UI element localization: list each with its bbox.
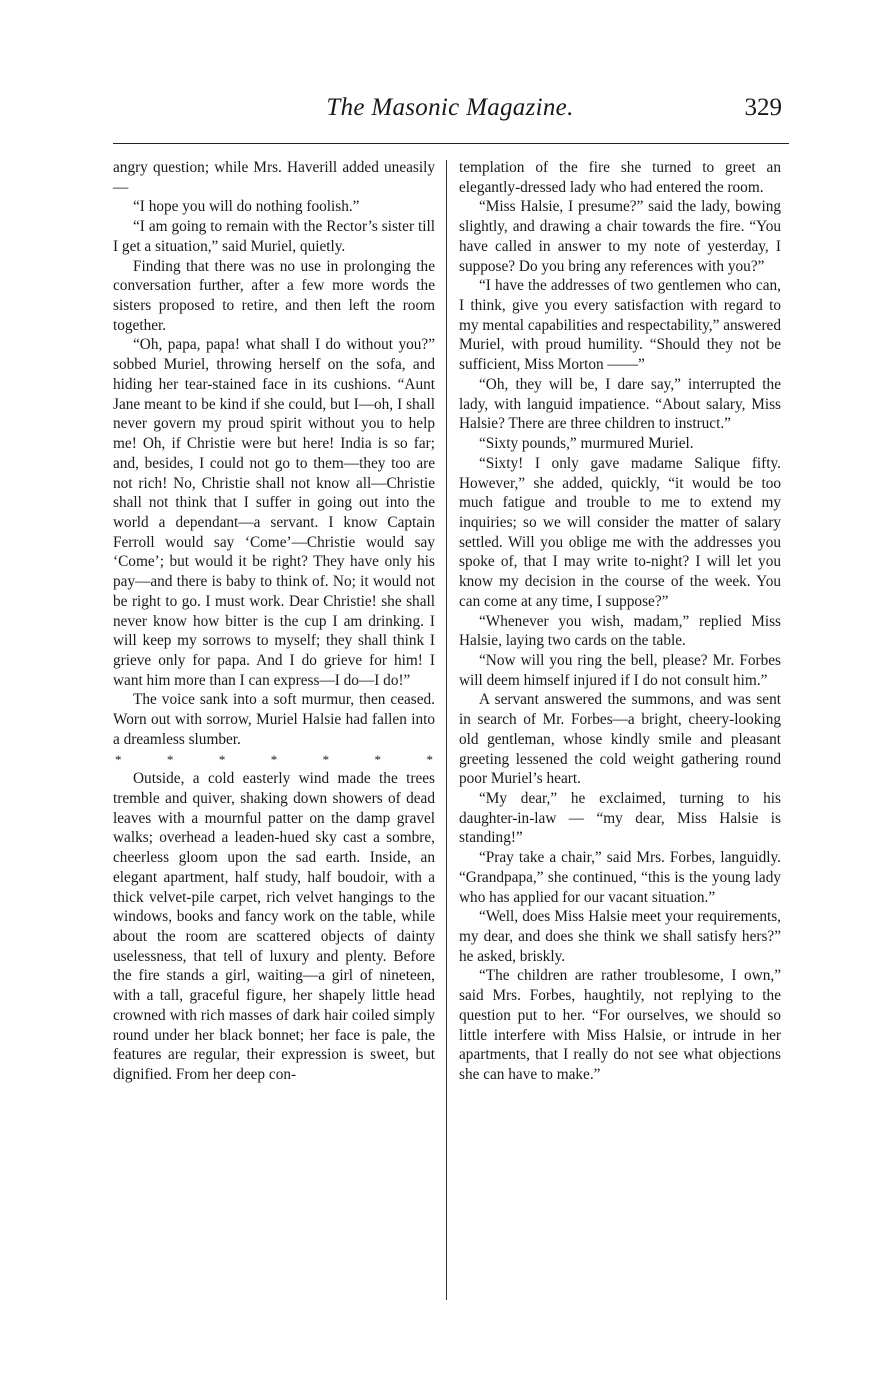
paragraph: templation of the fire she turned to greet an elegantly-dressed lady who had entered the room. xyxy=(459,159,781,196)
page-number: 329 xyxy=(744,94,782,121)
column-divider xyxy=(446,160,447,1300)
paragraph: angry question; while Mrs. Haverill added uneasily— xyxy=(113,159,435,196)
paragraph: Finding that there was no use in prolonging the conversation further, after a few more words the sisters proposed to retire, and then left the room together. xyxy=(113,257,435,334)
paragraph: “Whenever you wish, madam,” replied Miss Halsie, laying two cards on the table. xyxy=(459,612,781,650)
paragraph: “I have the addresses of two gentlemen who can, I think, give you every satisfaction with regard to my mental capabilities and respectability,” answered Muriel, with proud humility. “Should they not be sufficient, Miss Morton ——” xyxy=(459,277,781,374)
paragraph: Outside, a cold easterly wind made the trees tremble and quiver, shaking down showers of dead leaves with a mournful patter on the damp gravel walks; overhead a leaden-hued sky cast a sombre, cheerless gloom upon the sad earth. Inside, an elegant apartment, half study, half boudoir, with a thick velvet-pile carpet, rich velvet hangings to the windows, books and fancy work on the table, while about the room are scattered objects of dainty uselessness, that tell of luxury and plenty. Before the fire stands a girl, waiting—a girl of nineteen, with a tall, graceful figure, her shapely little head crowned with rich masses of dark hair coiled simply round under her black bonnet; her face is pale, the features are regular, their expression is sweet, but dignified. From her deep con- xyxy=(113,770,435,1084)
paragraph: “Sixty pounds,” murmured Muriel. xyxy=(479,435,694,453)
header-rule xyxy=(113,143,789,144)
paragraph: “My dear,” he exclaimed, turning to his daughter-in-law — “my dear, Miss Halsie is standing!” xyxy=(459,790,781,847)
right-column xyxy=(459,158,781,1085)
paragraph: “I hope you will do nothing foolish.” xyxy=(133,198,360,216)
running-title: The Masonic Magazine. xyxy=(326,94,574,121)
paragraph: “Sixty! I only gave madame Salique fifty. However,” she added, quickly, “it would be too much fatigue and trouble to me to extend my inquiries; so we will consider the matter of salary settled. Will you oblige me with the addresses you spoke of, that I may write to-night? I will let you know my decision in the course of the week. You can come at any time, I suppose?” xyxy=(459,454,781,610)
paragraph: “Oh, papa, papa! what shall I do without you?” sobbed Muriel, throwing herself on the sofa, and hiding her tear-stained face in its cushions. “Aunt Jane meant to be kind if she could, but I—oh, I shall never govern my proud spirit without you to help me! Oh, if Christie were but here! India is so far; and, besides, I could not go to them—they too are not rich! No, Christie shall not know all—Christie shall not think that I suffer in going out into the world a dependant—a servant. I know Captain Ferroll would say ‘Come’—Christie would say ‘Come’; but would it be right? They have only his pay—and there is baby to think of. No; it would not be right to go. I must work. Dear Christie! she shall never know how bitter is the cup I am drinking. I will keep my sorrows to myself; they shall think I grieve only for papa. And I do grieve for him! I want him more than I can express—I do—I do!” xyxy=(113,336,435,689)
paragraph: “I am going to remain with the Rector’s sister till I get a situation,” said Muriel, quietly. xyxy=(113,218,435,255)
paragraph: “The children are rather troublesome, I own,” said Mrs. Forbes, haughtily, not replying to the question put to her. “For ourselves, we should so little interfere with Miss Halsie, or intrude in her apartments, that I really do not see what objections she can have to make.” xyxy=(459,967,781,1084)
paragraph: “Miss Halsie, I presume?” said the lady, bowing slightly, and drawing a chair towards the fire. “You have called in answer to my note of yesterday, I suppose? Do you bring any references with you?” xyxy=(459,198,781,275)
section-break-asterisks: * * * * * * * xyxy=(115,751,433,767)
left-column xyxy=(113,158,435,1085)
paragraph: “Now will you ring the bell, please? Mr. Forbes will deem himself injured if I do not consult him.” xyxy=(459,651,781,689)
paragraph: “Oh, they will be, I dare say,” interrupted the lady, with languid impatience. “About salary, Miss Halsie? There are three children to instruct.” xyxy=(459,375,781,433)
paragraph: The voice sank into a soft murmur, then ceased. Worn out with sorrow, Muriel Halsie had fallen into a dreamless slumber. xyxy=(113,691,435,748)
paragraph: “Pray take a chair,” said Mrs. Forbes, languidly. “Grandpapa,” she continued, “this is the young lady who has applied for our vacant situation.” xyxy=(459,849,781,906)
paragraph: A servant answered the summons, and was sent in search of Mr. Forbes—a bright, cheery-looking old gentleman, whose kindly smile and pleasant greeting lessened the cold weight gathering round poor Muriel’s heart. xyxy=(459,691,781,788)
paragraph: “Well, does Miss Halsie meet your requirements, my dear, and does she think we shall satisfy hers?” he asked, briskly. xyxy=(459,908,781,965)
running-head xyxy=(112,94,788,130)
